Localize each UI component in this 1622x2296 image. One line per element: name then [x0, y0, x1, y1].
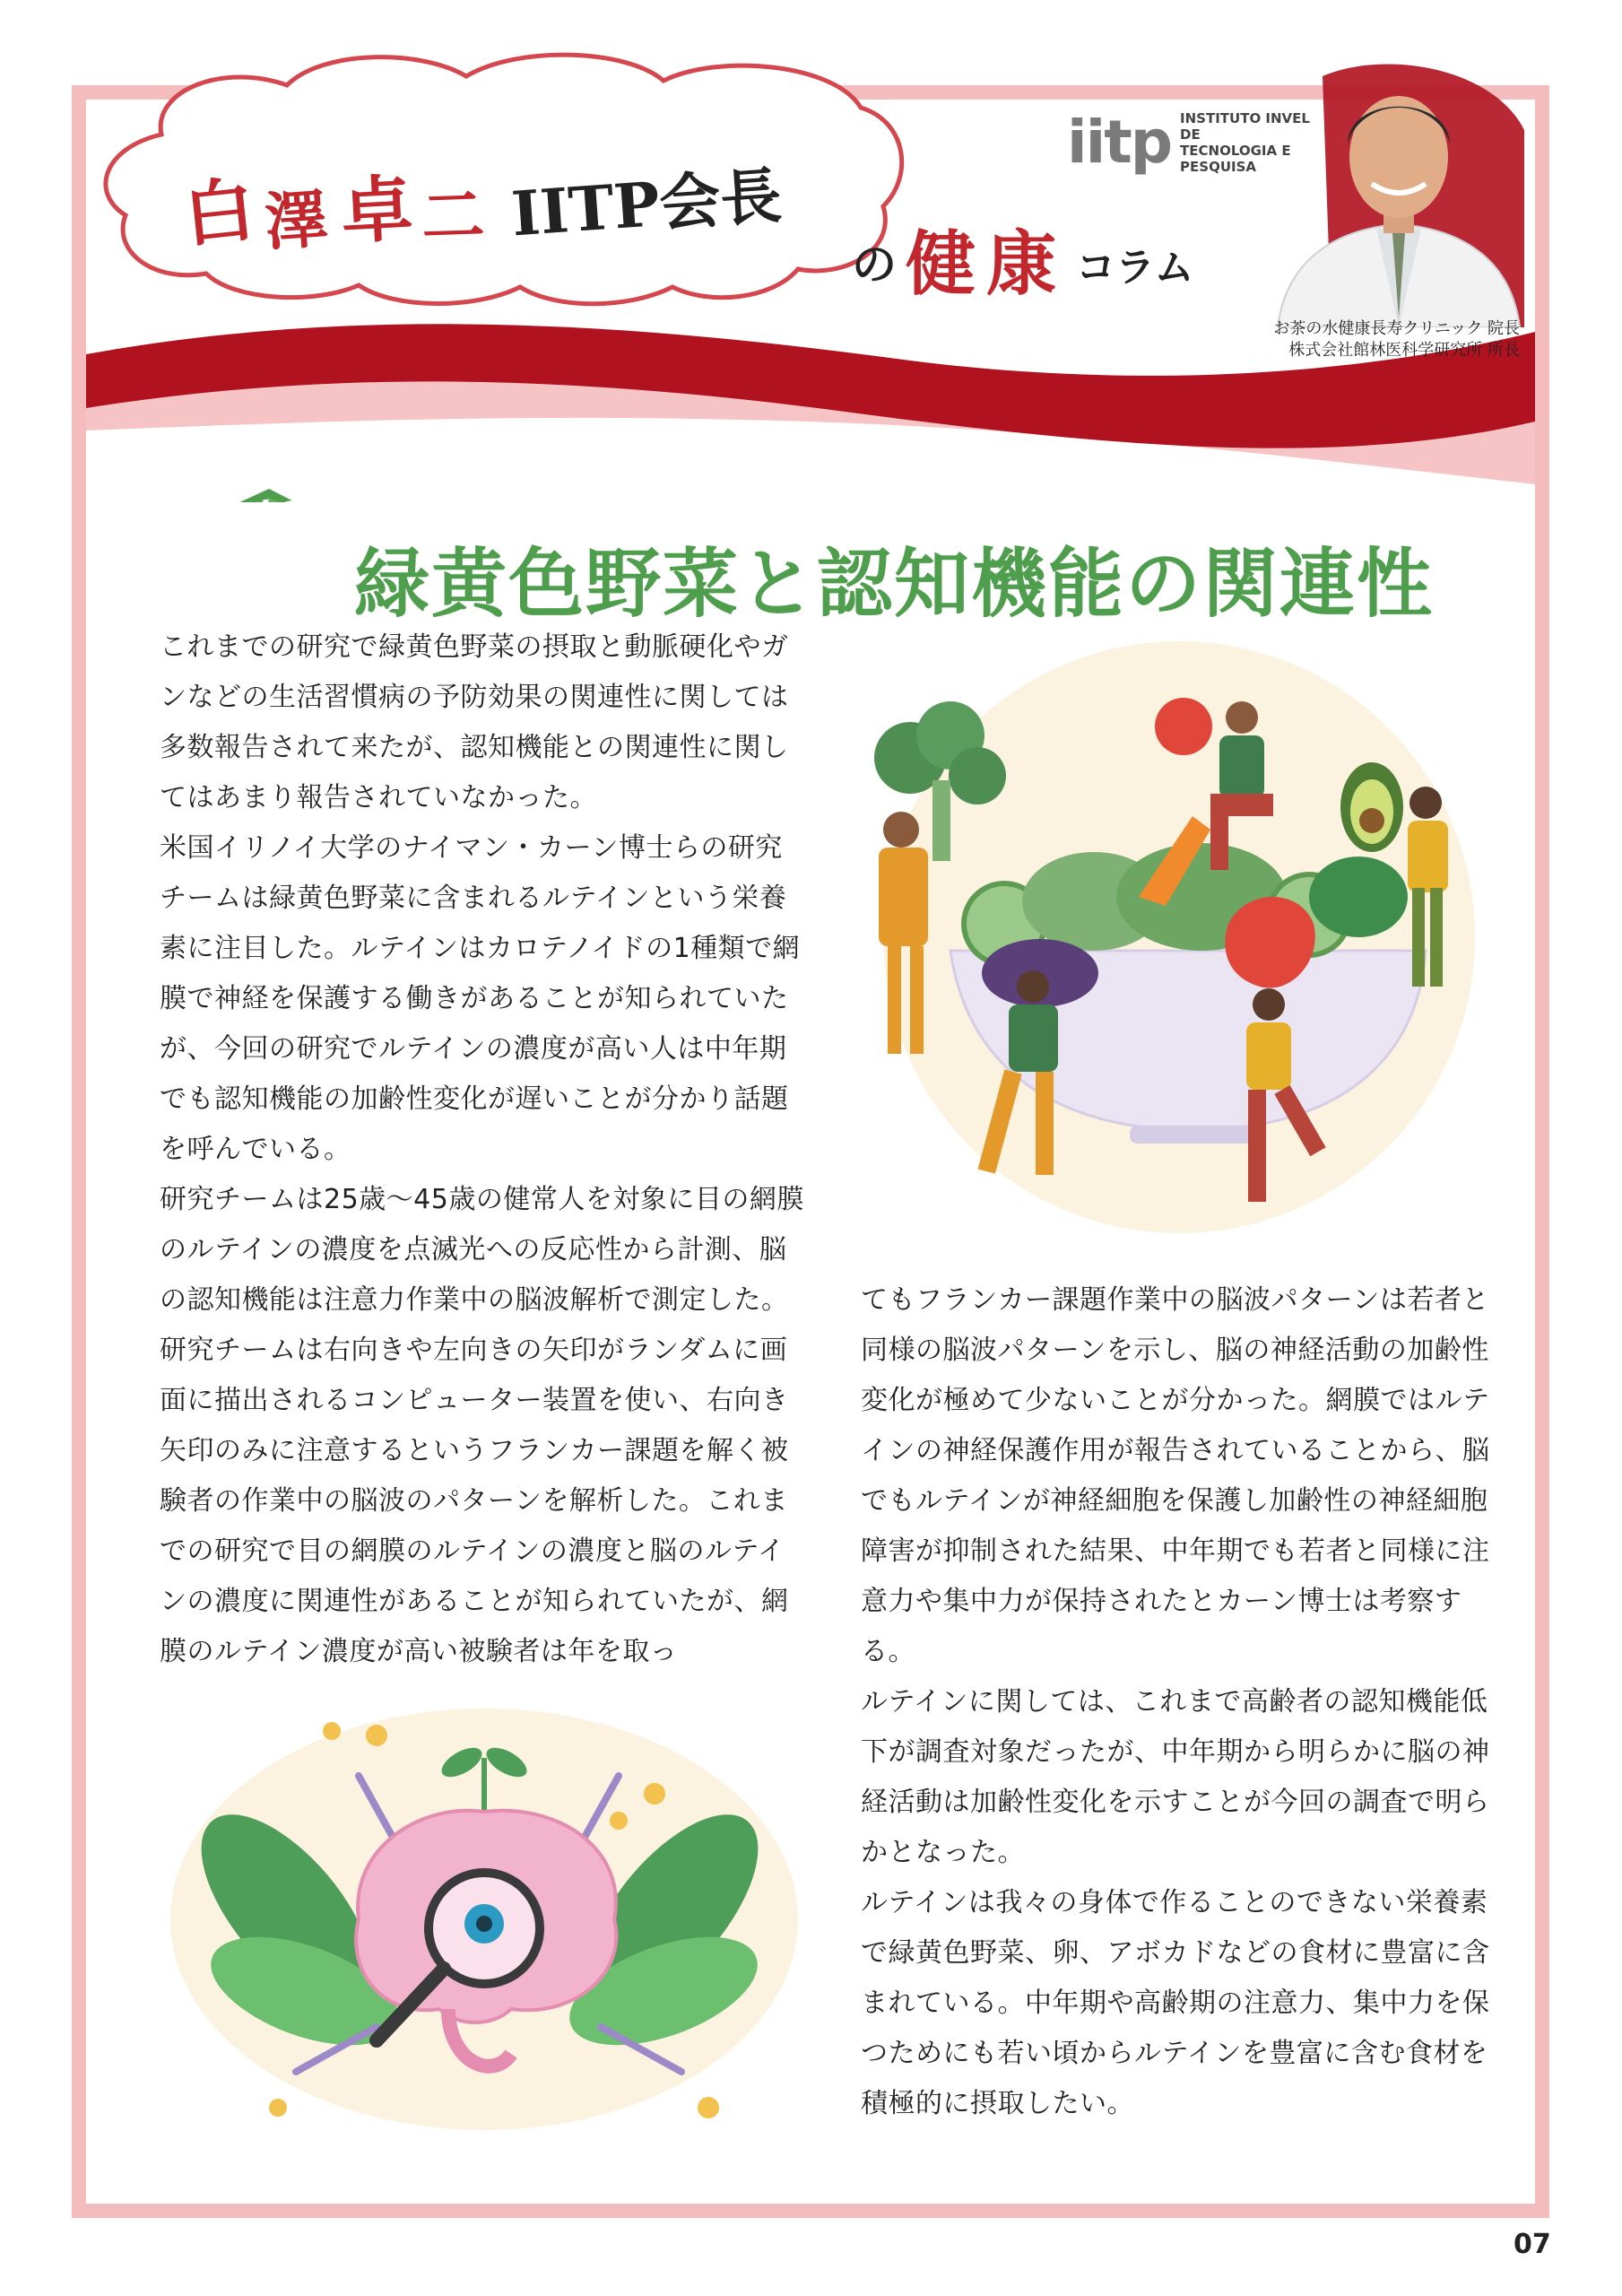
series-title-char: 二 [420, 177, 486, 255]
author-caption [1166, 318, 1520, 361]
page-number: 07 [1514, 2229, 1551, 2260]
series-title-char: 澤 [262, 180, 331, 260]
series-subtitle-tail: コラム [1076, 245, 1194, 291]
paragraph: 米国イリノイ大学のナイマン・カーン博士らの研究チームは緑黄色野菜に含まれるルテインという栄養素に注目した。ルテインはカロテノイドの1種類で網膜で神経を保護する働きがあることが知られていたが、今回の研究でルテインの濃度が高い人は中年期でも認知機能の加齢性変化が遅いことが分かり話題を呼んでいる。 [160, 832, 801, 1165]
vol-label: Vol.11 [215, 495, 323, 531]
paragraph: ルテインは我々の身体で作ることのできない栄養素で緑黄色野菜、卵、アボカドなどの食材に豊富に含まれている。中年期や高齢期の注意力、集中力を保つためにも若い頃からルテインを豊富に含む食材を積極的に摂取したい。 [861, 1887, 1490, 2119]
paragraph: ルテインに関しては、これまで高齢者の認知機能低下が調査対象だったが、中年期から明らかに脳の神経活動は加齢性変化を示すことが今回の調査で明らかとなった。 [861, 1686, 1490, 1868]
series-subtitle-char: 康 [986, 223, 1057, 305]
author-title-line: 株式会社館林医科学研究所 所長 [1288, 341, 1520, 360]
brain-magnifier-illustration-icon [152, 1686, 816, 2152]
article-column-2 [861, 1275, 1506, 2129]
paragraph: てもフランカー課題作業中の脳波パターンは若者と同様の脳波パターンを示し、脳の神経活動の加齢性変化が極めて少ないことが分かった。網膜ではルテインの神経保護作用が報告されていることから、脳でもルテインが神経細胞を保護し加齢性の神経細胞障害が抑制された結果、中年期でも若者と同様に注意力や集中力が保持されたとカーン博士は考察する。 [861, 1284, 1490, 1667]
author-title-line: お茶の水健康長寿クリニック 院長 [1273, 319, 1520, 338]
series-title-char: 卓 [338, 165, 415, 255]
series-subtitle-no: の [852, 238, 897, 291]
series-title-org: IITP会長 [508, 160, 785, 251]
article-column-1 [160, 622, 805, 1677]
article-title: 緑黄色野菜と認知機能の関連性 [354, 539, 1435, 629]
paragraph: 研究チームは25歳～45歳の健常人を対象に目の網膜のルテインの濃度を点滅光への反応性から計測、脳の認知機能は注意力作業中の脳波解析で測定した。研究チームは右向きや左向きの矢印がランダムに画面に描出されるコンピューター装置を使い、右向き矢印のみに注意するというフランカー課題を解く被験者の作業中の脳波のパターンを解析した。これまでの研究で目の網膜のルテインの濃度と脳のルテインの濃度に関連性があることが知られていたが、網膜のルテイン濃度が高い被験者は年を取っ [160, 1184, 804, 1667]
logo-text-line: INSTITUTO INVEL DE [1180, 109, 1310, 143]
series-title-char: 白 [180, 169, 259, 257]
series-subtitle-char: 健 [906, 223, 976, 305]
paragraph: これまでの研究で緑黄色野菜の摂取と動脈硬化やガンなどの生活習慣病の予防効果の関連性に関しては多数報告されて来たが、認知機能との関連性に関してはあまり報告されていなかった。 [160, 631, 789, 813]
author-portrait-icon [1269, 58, 1529, 327]
logo-text-line: TECNOLOGIA E PESQUISA [1180, 142, 1291, 175]
vegetable-bowl-illustration-icon [834, 628, 1479, 1256]
logo-mark: iitp [1067, 108, 1172, 177]
